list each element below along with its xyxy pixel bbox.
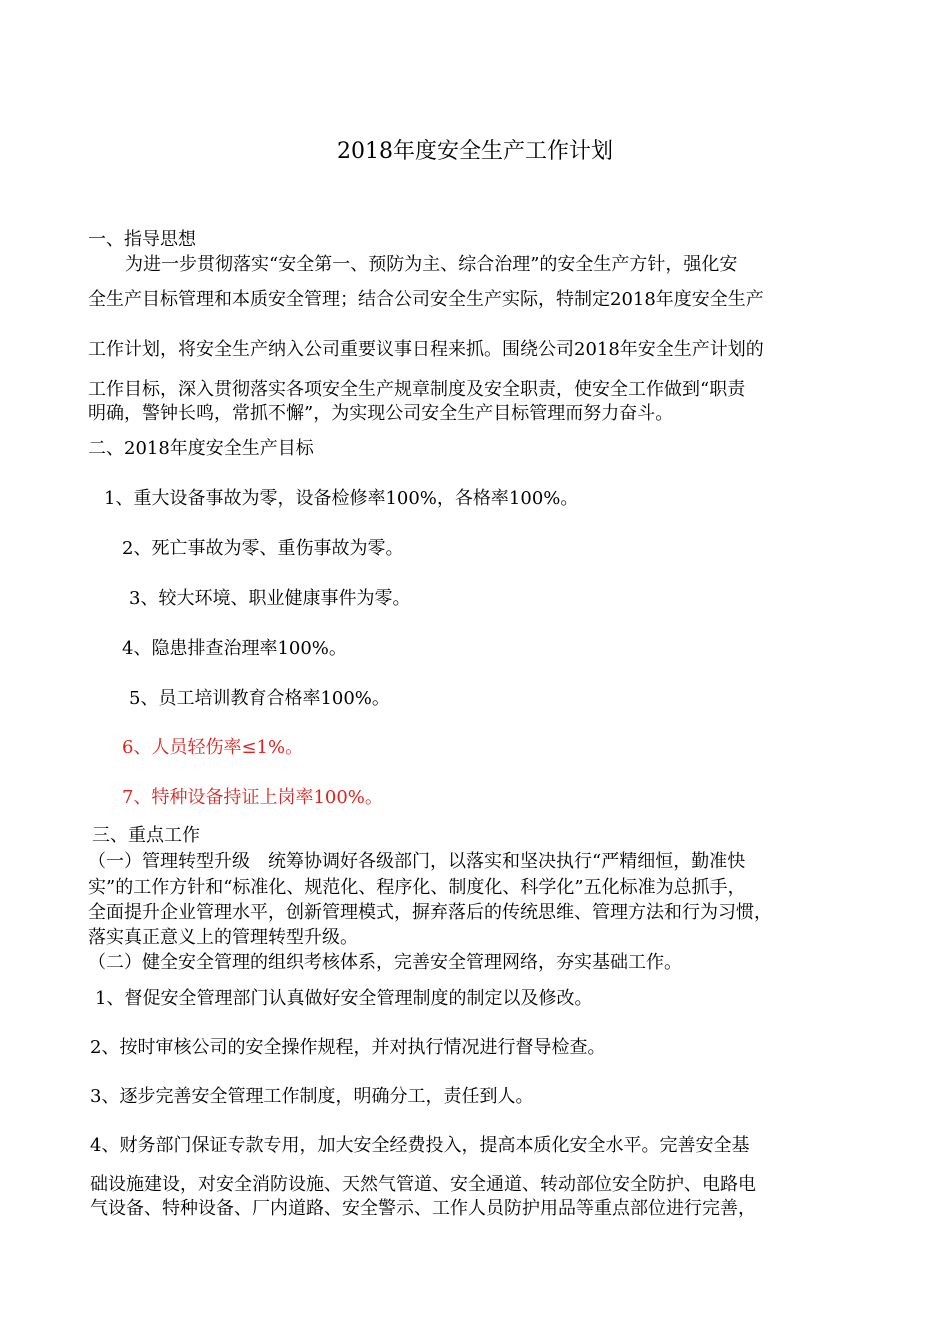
paragraph-line: （二）健全安全管理的组织考核体系，完善安全管理网络，夯实基础工作。 (88, 952, 682, 973)
paragraph-line: 气设备、特种设备、厂内道路、安全警示、工作人员防护用品等重点部位进行完善， (90, 1198, 756, 1219)
target-item: 1、重大设备事故为零，设备检修率100%，各格率100%。 (104, 488, 579, 509)
paragraph-line: 明确，警钟长鸣，常抓不懈”，为实现公司安全生产目标管理而努力奋斗。 (88, 403, 674, 424)
section-heading-safety-targets: 二、2018年度安全生产目标 (88, 438, 314, 459)
work-item: 1、督促安全管理部门认真做好安全管理制度的制定以及修改。 (95, 988, 593, 1009)
document-title: 2018年度安全生产工作计划 (337, 139, 613, 164)
paragraph-line: 落实真正意义上的管理转型升级。 (88, 927, 358, 948)
paragraph-line: 础设施建设，对安全消防设施、天然气管道、安全通道、转动部位安全防护、电路电 (90, 1174, 756, 1195)
work-item: 4、财务部门保证专款专用，加大安全经费投入，提高本质化安全水平。完善安全基 (90, 1135, 750, 1156)
paragraph-line: 工作计划，将安全生产纳入公司重要议事日程来抓。围绕公司2018年安全生产计划的 (88, 339, 764, 360)
target-item-highlighted: 7、特种设备持证上岗率100%。 (122, 787, 383, 808)
paragraph-line: 为进一步贯彻落实“安全第一、预防为主、综合治理”的安全生产方针，强化安 (125, 254, 738, 275)
target-item-highlighted: 6、人员轻伤率≤1%。 (122, 737, 304, 758)
section-heading-key-work: 三、重点工作 (92, 825, 200, 846)
target-item: 4、隐患排查治理率100%。 (122, 638, 347, 659)
target-item: 5、员工培训教育合格率100%。 (129, 688, 390, 709)
paragraph-line: 工作目标，深入贯彻落实各项安全生产规章制度及安全职责，使安全工作做到“职责 (88, 379, 746, 400)
target-item: 3、较大环境、职业健康事件为零。 (129, 588, 411, 609)
work-item: 3、逐步完善安全管理工作制度，明确分工，责任到人。 (90, 1086, 534, 1107)
target-item: 2、死亡事故为零、重伤事故为零。 (122, 538, 404, 559)
section-heading-guiding-ideology: 一、指导思想 (88, 229, 196, 250)
work-item: 2、按时审核公司的安全操作规程，并对执行情况进行督导检查。 (90, 1037, 606, 1058)
paragraph-line: （一）管理转型升级 统筹协调好各级部门，以落实和坚决执行“严精细恒，勤准快 (88, 851, 746, 872)
paragraph-line: 全面提升企业管理水平，创新管理模式，摒弃落后的传统思维、管理方法和行为习惯， (88, 902, 772, 923)
paragraph-line: 实”的工作方针和“标准化、规范化、程序化、制度化、科学化”五化标准为总抓手， (88, 877, 746, 898)
paragraph-line: 全生产目标管理和本质安全管理；结合公司安全生产实际，特制定2018年度安全生产 (88, 289, 764, 310)
